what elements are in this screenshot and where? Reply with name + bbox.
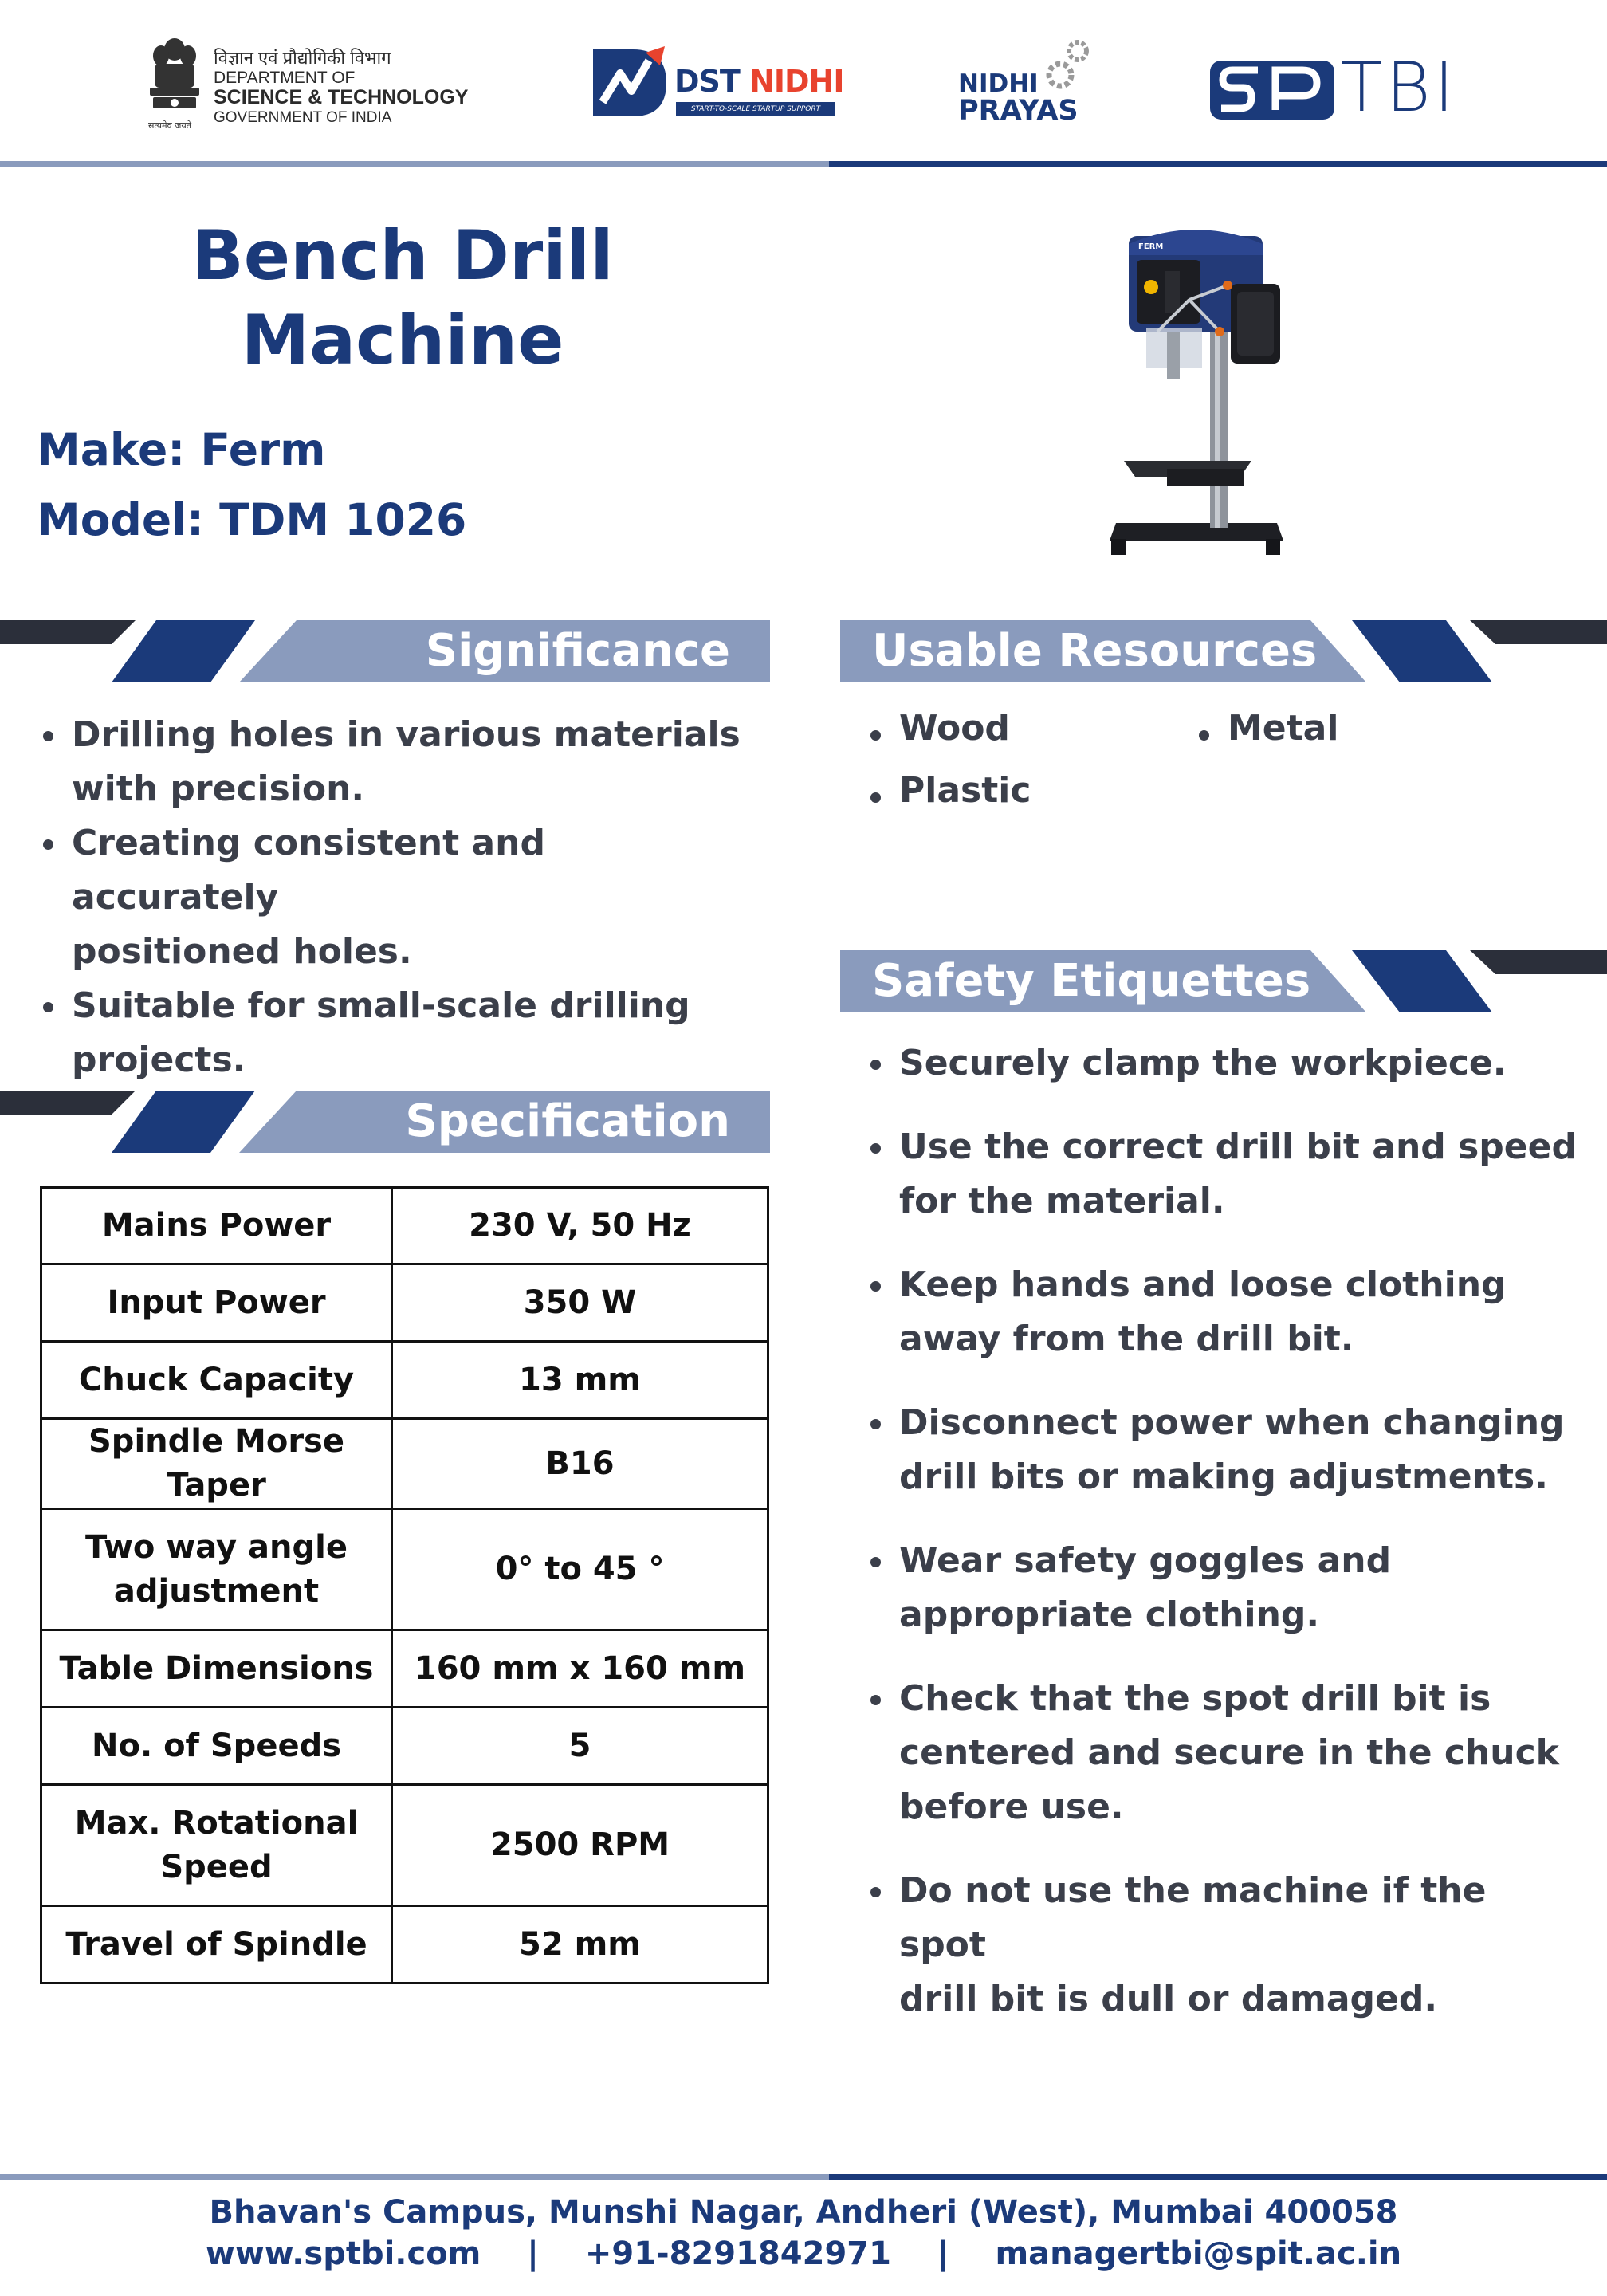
dst-department-text <box>214 48 468 128</box>
footer-separator: | <box>937 2235 949 2272</box>
list-item: Keep hands and loose clothing away from the drill bit. <box>866 1258 1583 1366</box>
spec-value: 160 mm x 160 mm <box>392 1630 768 1708</box>
dst-nidhi-wordmark: DST NIDHI <box>674 64 844 99</box>
table-row <box>41 1785 768 1906</box>
footer-divider-light <box>0 2174 835 2180</box>
table-row <box>41 1419 768 1509</box>
model-label: Model: TDM 1026 <box>37 494 467 545</box>
nidhi-prayas-wordmark: NIDHI PRAYAS <box>958 69 1079 127</box>
title-line2: Machine <box>241 301 564 380</box>
header-divider-light <box>0 161 835 167</box>
dst-tagline: START-TO-SCALE STARTUP SUPPORT <box>676 102 835 116</box>
table-row <box>41 1708 768 1785</box>
footer-separator: | <box>527 2235 539 2272</box>
footer-divider-dark <box>829 2174 1607 2180</box>
national-emblem-icon <box>145 35 204 118</box>
resource-item-wood: Wood <box>866 708 1010 749</box>
spec-value: 230 V, 50 Hz <box>392 1188 768 1264</box>
specification-banner <box>0 1091 770 1153</box>
gears-icon <box>1043 37 1095 96</box>
spec-key: No. of Speeds <box>41 1708 392 1785</box>
usable-resources-banner <box>840 620 1607 682</box>
significance-list <box>38 708 756 1087</box>
table-row <box>41 1906 768 1983</box>
spec-value: B16 <box>392 1419 768 1509</box>
safety-list <box>866 1036 1583 2056</box>
dst-nidhi-logo-icon <box>588 46 671 120</box>
sptbi-sp-logo-icon <box>1208 59 1336 121</box>
spec-key: Two way angle adjustment <box>41 1509 392 1630</box>
footer-phone[interactable]: +91-8291842971 <box>584 2235 891 2272</box>
spec-key: Travel of Spindle <box>41 1906 392 1983</box>
specification-table <box>40 1186 769 1984</box>
spec-key: Spindle Morse Taper <box>41 1419 392 1509</box>
spec-key: Max. Rotational Speed <box>41 1785 392 1906</box>
table-row <box>41 1342 768 1419</box>
resource-item-plastic: Plastic <box>866 770 1031 811</box>
safety-etiquettes-banner <box>840 950 1607 1012</box>
header-logos <box>0 0 1607 159</box>
usable-resources-title: Usable Resources <box>872 625 1318 677</box>
drill-brand-label: FERM <box>1138 242 1164 251</box>
bench-drill-image <box>1100 220 1291 564</box>
dept-hindi: विज्ञान एवं प्रौद्योगिकी विभाग <box>214 48 391 68</box>
footer-address: Bhavan's Campus, Munshi Nagar, Andheri (West), Mumbai 400058 <box>209 2194 1398 2231</box>
footer-contacts <box>0 2235 1607 2272</box>
spec-value: 52 mm <box>392 1906 768 1983</box>
list-item: Check that the spot drill bit is centered and secure in the chuck before use. <box>866 1672 1583 1834</box>
list-item: Wear safety goggles and appropriate clothing. <box>866 1534 1583 1642</box>
spec-key: Mains Power <box>41 1188 392 1264</box>
dept-line2: SCIENCE & TECHNOLOGY <box>214 86 469 108</box>
dept-line1: DEPARTMENT OF <box>214 69 356 87</box>
resource-item-metal: Metal <box>1194 708 1338 749</box>
title-line1: Bench Drill <box>191 216 614 296</box>
safety-etiquettes-title: Safety Etiquettes <box>872 955 1311 1007</box>
footer-email-link[interactable]: managertbi@spit.ac.in <box>995 2235 1402 2272</box>
spec-key: Chuck Capacity <box>41 1342 392 1419</box>
list-item: Drilling holes in various materials with precision. <box>38 708 756 816</box>
sptbi-tbi-wordmark: TBI <box>1341 48 1458 128</box>
spec-key: Input Power <box>41 1264 392 1342</box>
spec-key: Table Dimensions <box>41 1630 392 1708</box>
table-row <box>41 1264 768 1342</box>
specification-title: Specification <box>405 1095 730 1147</box>
spec-value: 13 mm <box>392 1342 768 1419</box>
list-item: Use the correct drill bit and speed for the material. <box>866 1120 1583 1229</box>
list-item: Do not use the machine if the spot drill bit is dull or damaged. <box>866 1864 1583 2027</box>
spec-value: 2500 RPM <box>392 1785 768 1906</box>
spec-value: 350 W <box>392 1264 768 1342</box>
table-row <box>41 1188 768 1264</box>
significance-banner <box>0 620 770 682</box>
dept-line3: GOVERNMENT OF INDIA <box>214 109 392 126</box>
table-row <box>41 1630 768 1708</box>
emblem-caption: सत्यमेव जयते <box>148 120 192 131</box>
list-item: Disconnect power when changing drill bits or making adjustments. <box>866 1396 1583 1504</box>
spec-value: 0° to 45 ° <box>392 1509 768 1630</box>
list-item: Securely clamp the workpiece. <box>866 1036 1583 1091</box>
spec-value: 5 <box>392 1708 768 1785</box>
page-title <box>80 214 725 383</box>
significance-title: Significance <box>425 625 730 677</box>
header-divider-dark <box>829 161 1607 167</box>
table-row <box>41 1509 768 1630</box>
make-label: Make: Ferm <box>37 424 326 475</box>
list-item: Creating consistent and accurately positioned holes. <box>38 816 756 979</box>
footer-website-link[interactable]: www.sptbi.com <box>205 2235 481 2272</box>
list-item: Suitable for small-scale drilling projects. <box>38 979 756 1087</box>
